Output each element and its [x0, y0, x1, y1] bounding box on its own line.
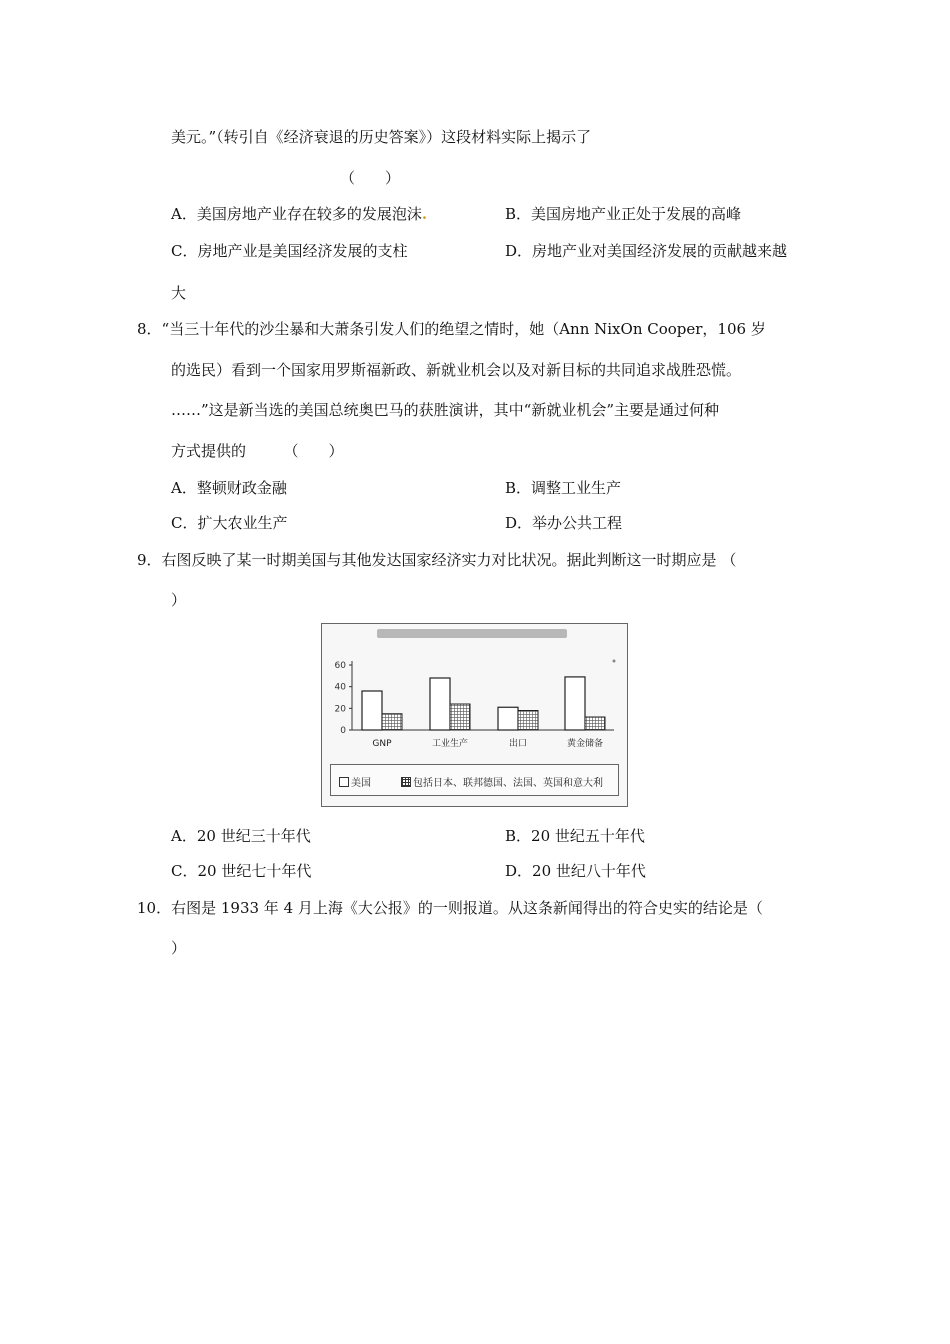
q7-option-d-cont: 大 [171, 284, 187, 302]
economic-comparison-chart [321, 623, 628, 807]
chart-title-smudge [377, 629, 567, 638]
legend-item-others [401, 774, 603, 789]
q7-answer-bracket: （ ） [340, 169, 401, 187]
q9-stem-1: 9．右图反映了某一时期美国与其他发达国家经济实力对比状况。据此判断这一时期应是 （ [137, 551, 737, 569]
q9-stem-2: ） [171, 591, 187, 609]
y-tick-label: 0 [340, 726, 346, 736]
q10-stem-1: 10．右图是 1933 年 4 月上海《大公报》的一则报道。从这条新闻得出的符合史实的结论是（ [137, 899, 763, 917]
bar-others [382, 714, 402, 730]
legend-label-us: 美国 [351, 778, 371, 789]
bar-us [362, 691, 382, 730]
y-tick-label: 60 [334, 661, 346, 671]
bar-others [518, 711, 538, 731]
q7-option-c[interactable]: C．房地产业是美国经济发展的支柱 [171, 242, 408, 260]
q10-stem-2: ） [171, 939, 187, 957]
q8-stem-1: 8．“当三十年代的沙尘暴和大萧条引发人们的绝望之情时，她（Ann NixOn Cooper，106 岁 [137, 320, 766, 338]
y-tick-label: 20 [334, 704, 346, 715]
q8-option-c[interactable]: C．扩大农业生产 [171, 514, 288, 532]
legend-item-us [339, 774, 371, 789]
q7-option-d[interactable]: D．房地产业对美国经济发展的贡献越来越 [505, 242, 788, 260]
bar-us [430, 678, 450, 730]
q8-stem-2: 的选民）看到一个国家用罗斯福新政、新就业机会以及对新目标的共同追求战胜恐慌。 [171, 361, 742, 379]
q9-option-d[interactable]: D．20 世纪八十年代 [505, 862, 646, 880]
y-tick-label: 40 [334, 682, 346, 693]
bar-others [585, 717, 605, 730]
x-category-label: GNP [372, 739, 392, 749]
q7-option-b[interactable]: B．美国房地产业正处于发展的高峰 [505, 205, 742, 223]
q8-stem-3: ……”这是新当选的美国总统奥巴马的获胜演讲，其中“新就业机会”主要是通过何种 [171, 401, 720, 419]
bar-us [565, 677, 585, 730]
q7-option-a-text: A．美国房地产业存在较多的发展泡沫 [171, 205, 422, 223]
q9-option-a[interactable]: A．20 世纪三十年代 [171, 827, 311, 845]
q8-stem-4: 方式提供的 （ ） [171, 442, 344, 460]
legend-label-others: 包括日本、联邦德国、法国、英国和意大利 [413, 778, 603, 789]
q9-option-c[interactable]: C．20 世纪七十年代 [171, 862, 312, 880]
x-category-label: 出口 [508, 739, 528, 749]
q8-option-d[interactable]: D．举办公共工程 [505, 514, 623, 532]
bar-others [450, 704, 470, 730]
corner-speck [613, 660, 616, 663]
q8-option-a[interactable]: A．整顿财政金融 [171, 479, 287, 497]
q9-option-b[interactable]: B．20 世纪五十年代 [505, 827, 645, 845]
legend-swatch-us [339, 777, 349, 787]
q7-option-a[interactable] [171, 204, 427, 224]
highlight-dot: . [421, 205, 428, 223]
legend-swatch-others [401, 777, 411, 787]
q7-text-end: 美元。”（转引自《经济衰退的历史答案》）这段材料实际上揭示了 [171, 128, 592, 146]
bar-us [498, 707, 518, 730]
q8-option-b[interactable]: B．调整工业生产 [505, 479, 622, 497]
x-category-label: 工业生产 [431, 739, 469, 749]
x-category-label: 黄金储备 [566, 739, 604, 749]
chart-legend [330, 764, 619, 796]
